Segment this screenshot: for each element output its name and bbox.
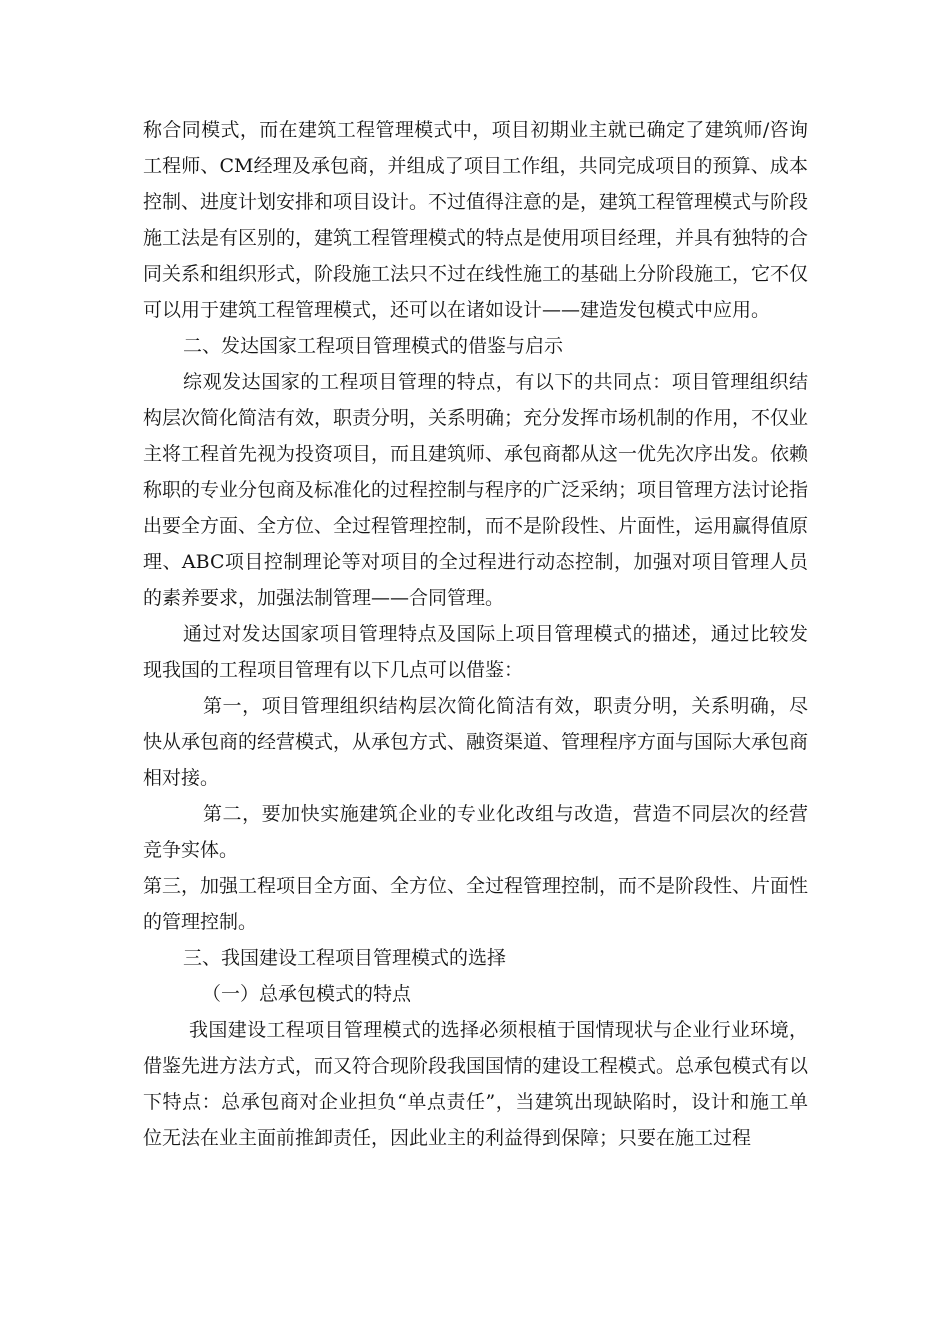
section-heading-2: 二、发达国家工程项目管理模式的借鉴与启示 [183,335,564,357]
paragraph-general-contracting: 我国建设工程项目管理模式的选择必须根植于国情现状与企业行业环境，借鉴先进方法方式，而又符合现阶段我国国情的建设工程模式。总承包模式有以下特点：总承包商对企业担负“单点责任”，当建筑出现缺陷时，设计和施工单位无法在业主面前推卸责任，因此业主的利益得到保障；只要在施工过程 [143,1019,809,1149]
paragraph-lessons-intro: 通过对发达国家项目管理特点及国际上项目管理模式的描述，通过比较发现我国的工程项目管理有以下几点可以借鉴： [143,623,808,681]
paragraph-point-three: 第三，加强工程项目全方面、全方位、全过程管理控制，而不是阶段性、片面性的管理控制。 [143,875,809,933]
paragraph-cm-model-continuation: 称合同模式，而在建筑工程管理模式中，项目初期业主就已确定了建筑师/咨询工程师、CM经理及承包商，并组成了项目工作组，共同完成项目的预算、成本控制、进度计划安排和项目设计。不过值得注意的是，建筑工程管理模式与阶段施工法是有区别的，建筑工程管理模式的特点是使用项目经理，并具有独特的合同关系和组织形式，阶段施工法只不过在线性施工的基础上分阶段施工，它不仅可以用于建筑工程管理模式，还可以在诸如设计——建造发包模式中应用。 [143,119,809,321]
subsection-heading-1: （一）总承包模式的特点 [202,983,412,1005]
document-body [143,112,808,1156]
paragraph-developed-countries-features: 综观发达国家的工程项目管理的特点，有以下的共同点：项目管理组织结构层次简化简洁有效，职责分明，关系明确；充分发挥市场机制的作用，不仅业主将工程首先视为投资项目，而且建筑师、承包商都从这一优先次序出发。依赖称职的专业分包商及标准化的过程控制与程序的广泛采纳；项目管理方法讨论指出要全方面、全方位、全过程管理控制，而不是阶段性、片面性，运用赢得值原理、ABC项目控制理论等对项目的全过程进行动态控制，加强对项目管理人员的素养要求，加强法制管理——合同管理。 [143,371,809,609]
paragraph-point-two: 第二，要加快实施建筑企业的专业化改组与改造，营造不同层次的经营竞争实体。 [143,803,808,861]
section-heading-3: 三、我国建设工程项目管理模式的选择 [183,947,507,969]
paragraph-point-one: 第一，项目管理组织结构层次简化简洁有效，职责分明，关系明确，尽快从承包商的经营模式，从承包方式、融资渠道、管理程序方面与国际大承包商相对接。 [143,695,809,789]
